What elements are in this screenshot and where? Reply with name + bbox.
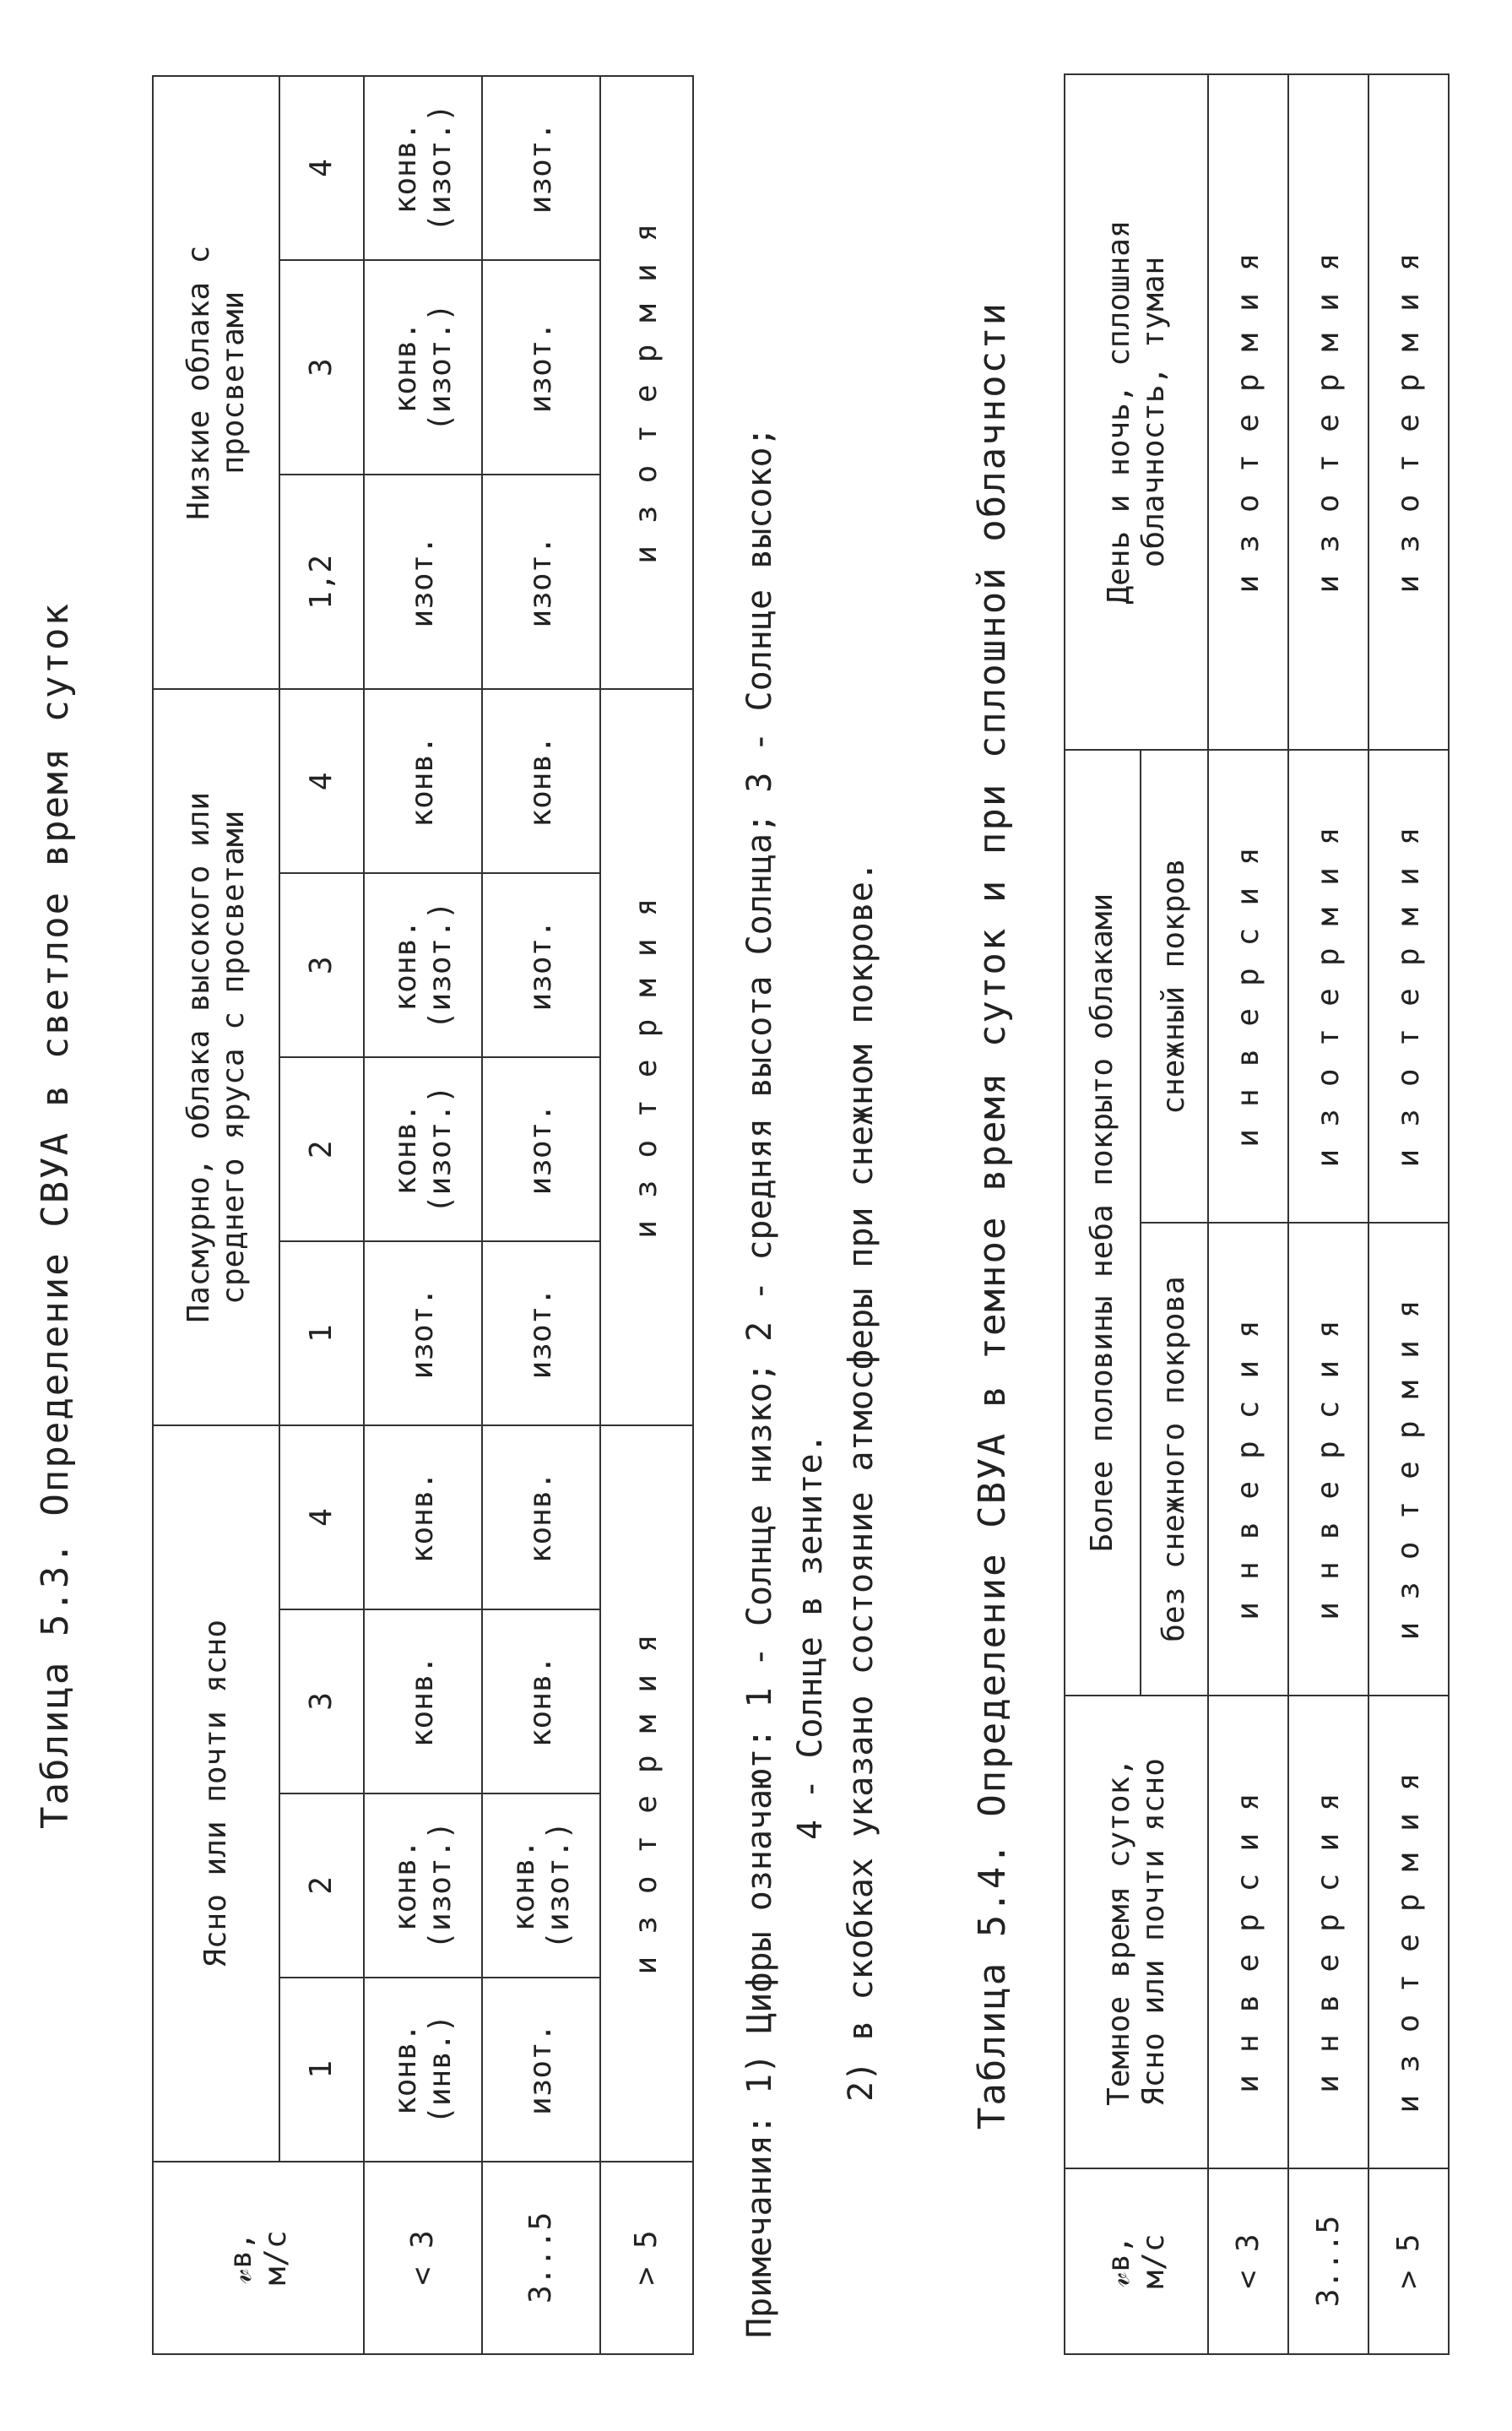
table-cell: инверсия	[1288, 1223, 1368, 1696]
sub-header-snow: снежный покров	[1141, 750, 1208, 1223]
sub-header: 4	[279, 1425, 364, 1609]
table-row	[482, 76, 600, 2354]
table-cell: конв. (изот.)	[364, 1793, 482, 1978]
table-cell: изотермия	[1288, 74, 1368, 750]
table-5-4	[1064, 73, 1450, 2355]
sub-header: 3	[279, 873, 364, 1057]
table-row	[1368, 74, 1449, 2354]
note-line-2: 4 - Солнце в зените.	[791, 1433, 830, 1840]
wind-cell: < 3	[1208, 2168, 1288, 2354]
sub-header: 3	[279, 1609, 364, 1793]
sub-header: 1	[279, 1978, 364, 2162]
note-line-1: Примечания: 1) Цифры означают: 1 - Солнце низко; 2 - средняя высота Солнца; 3 - Солнце высоко;	[740, 426, 779, 2338]
wind-cell: 3...5	[1288, 2168, 1368, 2354]
table-5-3	[152, 75, 694, 2355]
table-cell: инверсия	[1208, 1223, 1288, 1696]
table-cell: инверсия	[1208, 1696, 1288, 2168]
sub-header: 2	[279, 1057, 364, 1241]
col-header-cloudy: Более половины неба покрыто облаками	[1065, 750, 1141, 1696]
wind-header: 𝓋в, м/с	[1065, 2168, 1208, 2354]
table-cell: конв. (изот.)	[482, 1793, 600, 1978]
col-header-overcast: День и ночь, сплошная облачность, туман	[1065, 74, 1208, 750]
table-cell: конв. (изот.)	[364, 76, 482, 260]
table-cell: инверсия	[1288, 1696, 1368, 2168]
table-cell: конв.	[364, 689, 482, 873]
table-row	[364, 76, 482, 2354]
wind-cell: < 3	[364, 2162, 482, 2354]
sub-header: 1,2	[279, 475, 364, 689]
table-row	[600, 76, 693, 2354]
table-row	[1208, 74, 1288, 2354]
table-cell: инверсия	[1208, 750, 1288, 1223]
group-header-clear: Ясно или почти ясно	[153, 1425, 279, 2162]
table-cell: изотермия	[1288, 750, 1368, 1223]
table-cell: конв. (изот.)	[364, 873, 482, 1057]
table-cell: изот.	[482, 873, 600, 1057]
notes	[734, 426, 886, 2338]
note-line-3: 2) в скобках указано состояние атмосферы при снежном покрове.	[842, 860, 881, 2102]
span-cell: изотермия	[600, 689, 693, 1425]
table-cell: конв.	[482, 1609, 600, 1793]
sub-header-no-snow: без снежного покрова	[1141, 1223, 1208, 1696]
table-cell: конв.	[364, 1609, 482, 1793]
table-cell: конв.	[482, 689, 600, 873]
table-cell: конв. (изот.)	[364, 260, 482, 475]
span-cell: изотермия	[600, 1425, 693, 2162]
span-cell: изотермия	[600, 76, 693, 689]
table-cell: изот.	[482, 260, 600, 475]
table-cell: изотермия	[1208, 74, 1288, 750]
table-cell: изотермия	[1368, 74, 1449, 750]
sub-header: 1	[279, 1241, 364, 1425]
table-cell: изот.	[482, 1978, 600, 2162]
table-cell: изотермия	[1368, 1696, 1449, 2168]
table-row	[1288, 74, 1368, 2354]
table-cell: изот.	[364, 1241, 482, 1425]
table-cell: изот.	[482, 475, 600, 689]
table-cell: конв.	[482, 1425, 600, 1609]
table-cell: изот.	[482, 76, 600, 260]
group-header-overcast: Пасмурно, облака высокого или среднего яруса с просветами	[153, 689, 279, 1425]
table-cell: изот.	[364, 475, 482, 689]
table-cell: изот.	[482, 1241, 600, 1425]
sub-header: 4	[279, 689, 364, 873]
sub-header: 3	[279, 260, 364, 475]
table-cell: конв. (инв.)	[364, 1978, 482, 2162]
wind-header: 𝓋в, м/с	[153, 2162, 364, 2354]
group-header-low-clouds: Низкие облака с просветами	[153, 76, 279, 689]
wind-cell: > 5	[600, 2162, 693, 2354]
col-header-dark: Темное время суток, Ясно или почти ясно	[1065, 1696, 1208, 2168]
table-5-3-title: Таблица 5.3. Определение СВУА в светлое время суток	[34, 602, 77, 1830]
table-cell: изотермия	[1368, 1223, 1449, 1696]
table-5-4-title: Таблица 5.4. Определение СВУА в темное время суток и при сплошной облачности	[971, 301, 1014, 2130]
sub-header: 4	[279, 76, 364, 260]
table-cell: конв. (изот.)	[364, 1057, 482, 1241]
wind-cell: 3...5	[482, 2162, 600, 2354]
table-cell: изотермия	[1368, 750, 1449, 1223]
table-cell: конв.	[364, 1425, 482, 1609]
table-cell: изот.	[482, 1057, 600, 1241]
sub-header: 2	[279, 1793, 364, 1978]
wind-cell: > 5	[1368, 2168, 1449, 2354]
